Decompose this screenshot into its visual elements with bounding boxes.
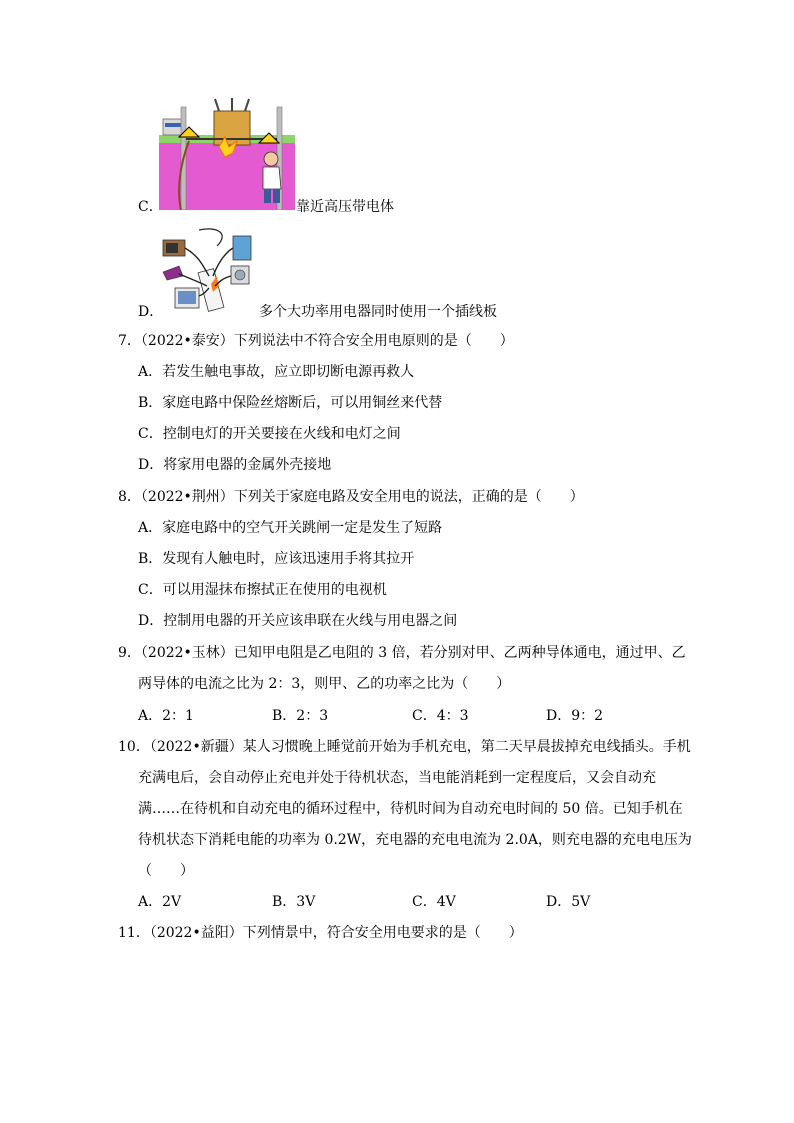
q6-option-c: [138, 197, 163, 217]
q11-stem: 11．（2022•益阳）下列情景中，符合安全用电要求的是（ ）: [118, 925, 523, 941]
q7-option-d: D．将家用电器的金属外壳接地: [138, 457, 332, 473]
q7-stem: 7．（2022•泰安）下列说法中不符合安全用电原则的是（ ）: [118, 333, 514, 349]
high-voltage-illustration: [159, 97, 295, 210]
q9-option-a: A．2：1: [138, 708, 194, 724]
q8-option-a: A．家庭电路中的空气开关跳闸一定是发生了短路: [138, 520, 443, 536]
q7-option-a: A．若发生触电事故，应立即切断电源再救人: [138, 364, 415, 380]
q6-option-d-letter: D．: [138, 304, 164, 320]
q9-option-d: D．9：2: [546, 708, 604, 724]
q10-option-a: A．2V: [138, 894, 182, 910]
q10-option-b: B．3V: [272, 894, 316, 910]
q9-option-c: C．4：3: [412, 708, 469, 724]
q8-option-b: B．发现有人触电时，应该迅速用手将其拉开: [138, 551, 415, 567]
q6-option-d-text: 多个大功率用电器同时使用一个插线板: [259, 304, 497, 320]
q8-option-d: D．控制用电器的开关应该串联在火线与用电器之间: [138, 613, 458, 629]
q10-option-d: D．5V: [546, 894, 591, 910]
q6-option-d: [138, 302, 163, 322]
q9-stem-line-2: 两导体的电流之比为 2：3，则甲、乙的功率之比为（ ）: [138, 676, 511, 692]
q10-stem-line-3: 满……在待机和自动充电的循环过程中，待机时间为自动充电时间的 50 倍。已知手机在: [138, 801, 683, 817]
q9-stem-line-1: 9．（2022•玉林）已知甲电阻是乙电阻的 3 倍，若分别对甲、乙两种导体通电，通过甲、乙: [118, 645, 686, 661]
q10-stem-line-5: （ ）: [138, 863, 194, 879]
q7-option-c: C．控制电灯的开关要接在火线和电灯之间: [138, 426, 401, 442]
q10-stem-line-1: 10．（2022•新疆）某人习惯晚上睡觉前开始为手机充电，第二天早晨拔掉充电线插头。手机: [118, 739, 691, 755]
q6-option-c-text: 靠近高压带电体: [296, 199, 394, 215]
q6-option-c-letter: C．: [138, 199, 163, 215]
power-strip-illustration: [159, 226, 259, 322]
q8-option-c: C．可以用湿抹布擦拭正在使用的电视机: [138, 582, 387, 598]
q10-stem-line-2: 充满电后，会自动停止充电并处于待机状态，当电能消耗到一定程度后，又会自动充: [138, 770, 656, 786]
q8-stem: 8．（2022•荆州）下列关于家庭电路及安全用电的说法，正确的是（ ）: [118, 489, 584, 505]
q10-option-c: C．4V: [412, 894, 456, 910]
q7-option-b: B．家庭电路中保险丝熔断后，可以用铜丝来代替: [138, 395, 443, 411]
q9-option-b: B．2：3: [272, 708, 329, 724]
q10-stem-line-4: 待机状态下消耗电能的功率为 0.2W，充电器的充电电流为 2.0A，则充电器的充电电压为: [138, 832, 692, 848]
